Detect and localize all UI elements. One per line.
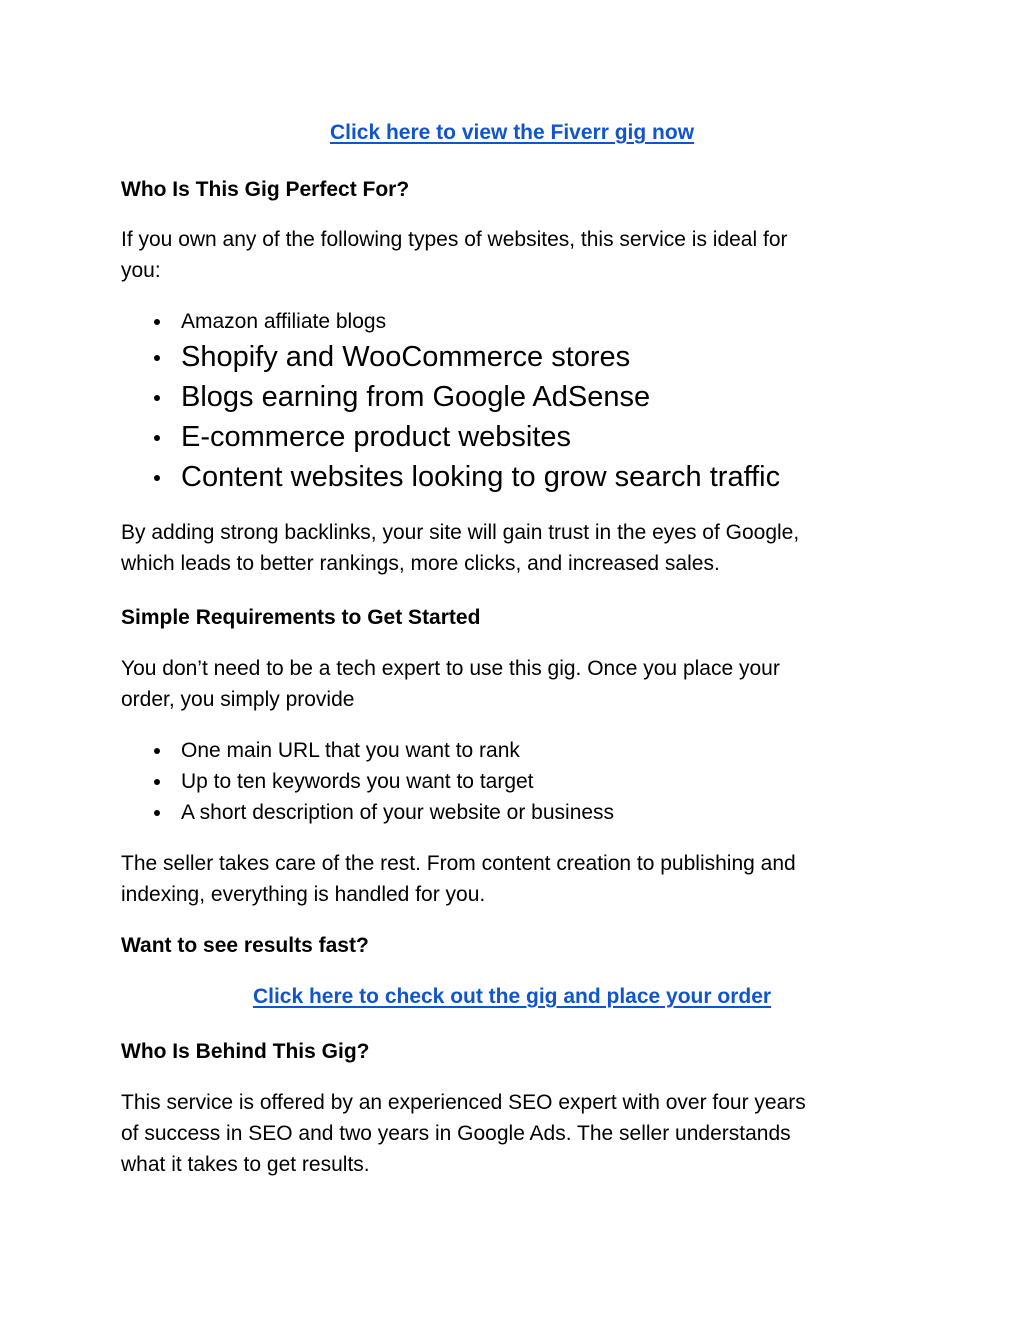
bullet-icon xyxy=(154,748,160,754)
list-item-text: Content websites looking to grow search traffic xyxy=(181,461,781,493)
requirements-outro-line-1: The seller takes care of the rest. From content creation to publishing and xyxy=(121,852,796,875)
results-heading: Want to see results fast? xyxy=(121,934,369,957)
list-item-text: E-commerce product websites xyxy=(181,421,572,453)
requirements-intro-line-1: You don’t need to be a tech expert to use this gig. Once you place your xyxy=(121,657,780,680)
list-item-text: One main URL that you want to rank xyxy=(181,739,520,762)
perfect-for-intro xyxy=(121,224,901,286)
behind-paragraph xyxy=(121,1087,901,1180)
list-item-text: Up to ten keywords you want to target xyxy=(181,770,534,793)
list-item-text: Shopify and WooCommerce stores xyxy=(181,341,631,373)
perfect-for-intro-line-1: If you own any of the following types of websites, this service is ideal for xyxy=(121,228,788,251)
perfect-for-outro-line-2: which leads to better rankings, more clicks, and increased sales. xyxy=(121,552,720,575)
bullet-icon xyxy=(154,319,160,325)
perfect-for-outro-line-1: By adding strong backlinks, your site will gain trust in the eyes of Google, xyxy=(121,521,800,544)
list-item xyxy=(0,797,614,828)
requirements-intro-line-2: order, you simply provide xyxy=(121,688,355,711)
bullet-icon xyxy=(154,435,160,441)
list-item-text: Amazon affiliate blogs xyxy=(181,310,387,333)
bullet-icon xyxy=(154,779,160,785)
list-item xyxy=(0,306,780,337)
requirements-intro xyxy=(121,653,901,715)
bullet-icon xyxy=(154,395,160,401)
behind-line-1: This service is offered by an experienced SEO expert with over four years xyxy=(121,1091,806,1114)
behind-line-2: of success in SEO and two years in Google Ads. The seller understands xyxy=(121,1122,791,1145)
requirements-outro-line-2: indexing, everything is handled for you. xyxy=(121,883,486,906)
list-item-text: Blogs earning from Google AdSense xyxy=(181,381,651,413)
list-item xyxy=(0,417,780,457)
requirements-heading: Simple Requirements to Get Started xyxy=(121,606,481,629)
bullet-icon xyxy=(154,810,160,816)
list-item-text: A short description of your website or business xyxy=(181,801,615,824)
requirements-outro xyxy=(121,848,901,910)
perfect-for-heading: Who Is This Gig Perfect For? xyxy=(121,178,410,201)
perfect-for-outro xyxy=(121,517,901,579)
list-item xyxy=(0,735,614,766)
list-item xyxy=(0,337,780,377)
list-item xyxy=(0,457,780,497)
requirements-list xyxy=(0,735,614,828)
behind-line-3: what it takes to get results. xyxy=(121,1153,370,1176)
website-types-list xyxy=(0,306,780,497)
list-item xyxy=(0,766,614,797)
list-item xyxy=(0,377,780,417)
view-gig-link[interactable]: Click here to view the Fiverr gig now xyxy=(329,121,695,144)
behind-heading: Who Is Behind This Gig? xyxy=(121,1040,370,1063)
bullet-icon xyxy=(154,475,160,481)
bullet-icon xyxy=(154,355,160,361)
check-out-gig-link[interactable]: Click here to check out the gig and place your order xyxy=(252,985,772,1008)
perfect-for-intro-line-2: you: xyxy=(121,259,161,282)
